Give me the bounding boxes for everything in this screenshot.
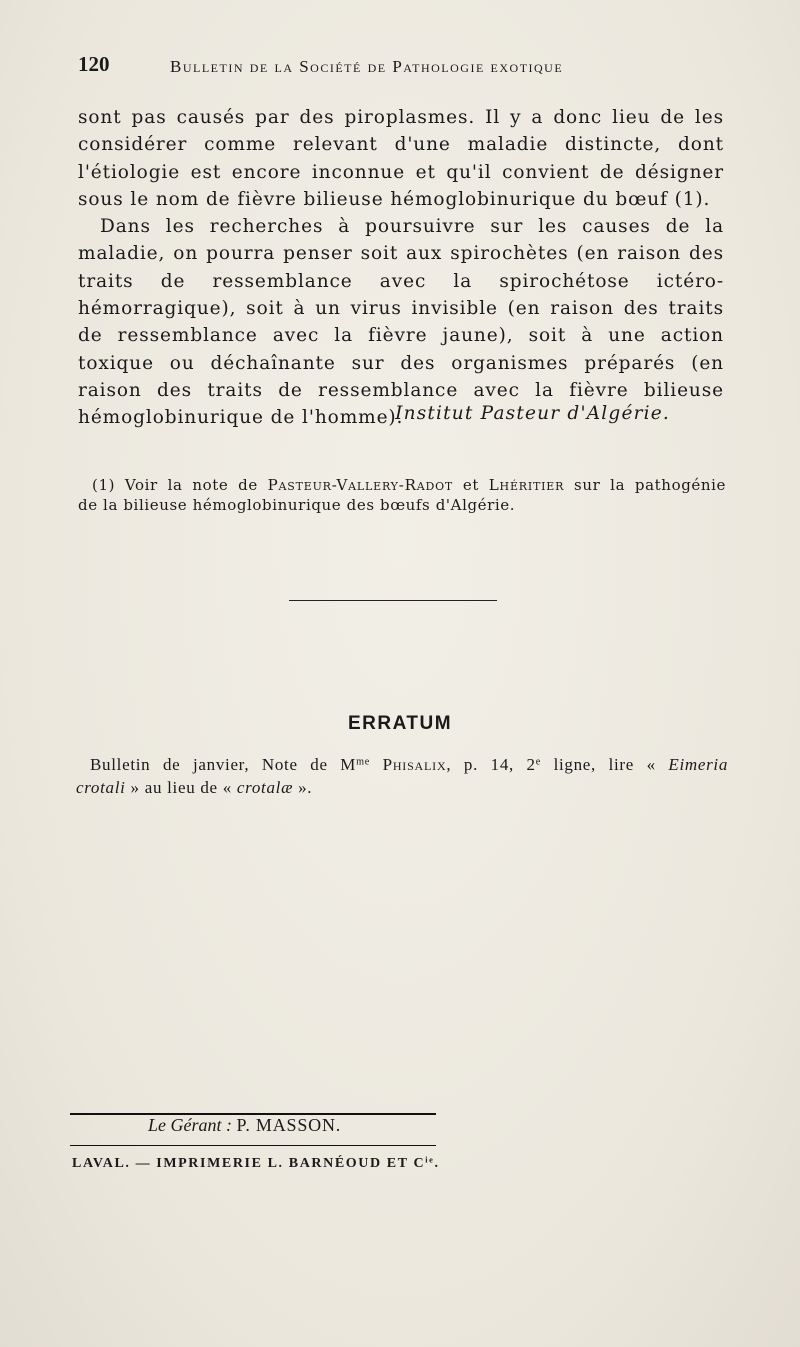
paragraph-continued: sont pas causés par des piroplasmes. Il y a donc lieu de les considérer comme relevant d'une maladie distincte, dont l'étiologie est encore inconnue et qu'il convient de désigner sous le nom de fièvre bilieuse hémoglobinurique du bœuf (1). (78, 107, 724, 210)
erratum-wrong-term: crotalæ (236, 778, 294, 797)
section-divider (289, 600, 497, 601)
erratum-correct-term: Eimeria (668, 755, 729, 774)
erratum-segment: , p. 14, 2 (446, 755, 536, 774)
running-head (78, 52, 728, 82)
body-text (78, 104, 724, 432)
erratum-superscript: me (356, 756, 370, 768)
footnote-author: Pasteur-Vallery-Radot (267, 476, 454, 494)
footnote (78, 475, 726, 515)
footnote-line (78, 475, 726, 495)
signature: Institut Pasteur d'Algérie. (395, 403, 670, 424)
journal-title: Bulletin de la Société de Pathologie exotique (170, 57, 564, 76)
footnote-conjunction: et (462, 476, 479, 494)
footer-rule (70, 1145, 436, 1146)
erratum-correct-term: crotali (76, 778, 126, 797)
erratum-segment: » au lieu de « (125, 778, 237, 797)
footnote-text-continued: de la bilieuse hémoglobinurique des bœufs d'Algérie. (78, 496, 516, 514)
erratum-heading: ERRATUM (347, 713, 453, 734)
imprint-superscript: ie (425, 1155, 435, 1165)
erratum-text (76, 753, 728, 799)
imprint-text: . (434, 1156, 440, 1171)
imprint-text: LAVAL. — IMPRIMERIE L. BARNÉOUD ET C (72, 1156, 426, 1171)
erratum-segment: ligne, lire « (541, 755, 669, 774)
erratum-author: Phisalix (382, 755, 447, 774)
gerant-label: Le Gérant : (148, 1115, 232, 1135)
erratum-segment: Bulletin de janvier, Note de M (90, 755, 357, 774)
footnote-marker: (1) (92, 476, 116, 494)
erratum-line (76, 753, 728, 776)
paragraph: Dans les recherches à poursuivre sur les causes de la maladie, on pourra penser soit aux spirochètes (en raison des traits de ressemblance avec la spirochétose ictéro-hémorragique), soit à un virus invisible (en raison des traits de ressemblance avec la fièvre jaune), soit à une action toxique ou déchaînante sur des organismes préparés (en raison des traits de ressemblance avec la fièvre bilieuse hémoglobinurique de l'homme). (78, 216, 724, 429)
footnote-text: Voir la note de (124, 476, 258, 494)
erratum-segment: ». (293, 778, 313, 797)
printer-imprint (72, 1156, 440, 1172)
footnote-author: Lhéritier (488, 476, 565, 494)
page-number: 120 (78, 52, 110, 76)
gerant-name: P. MASSON. (236, 1115, 342, 1135)
footnote-text: sur la pathogénie (574, 476, 727, 494)
erratum-superscript: e (535, 756, 541, 768)
gerant-line (148, 1115, 341, 1136)
